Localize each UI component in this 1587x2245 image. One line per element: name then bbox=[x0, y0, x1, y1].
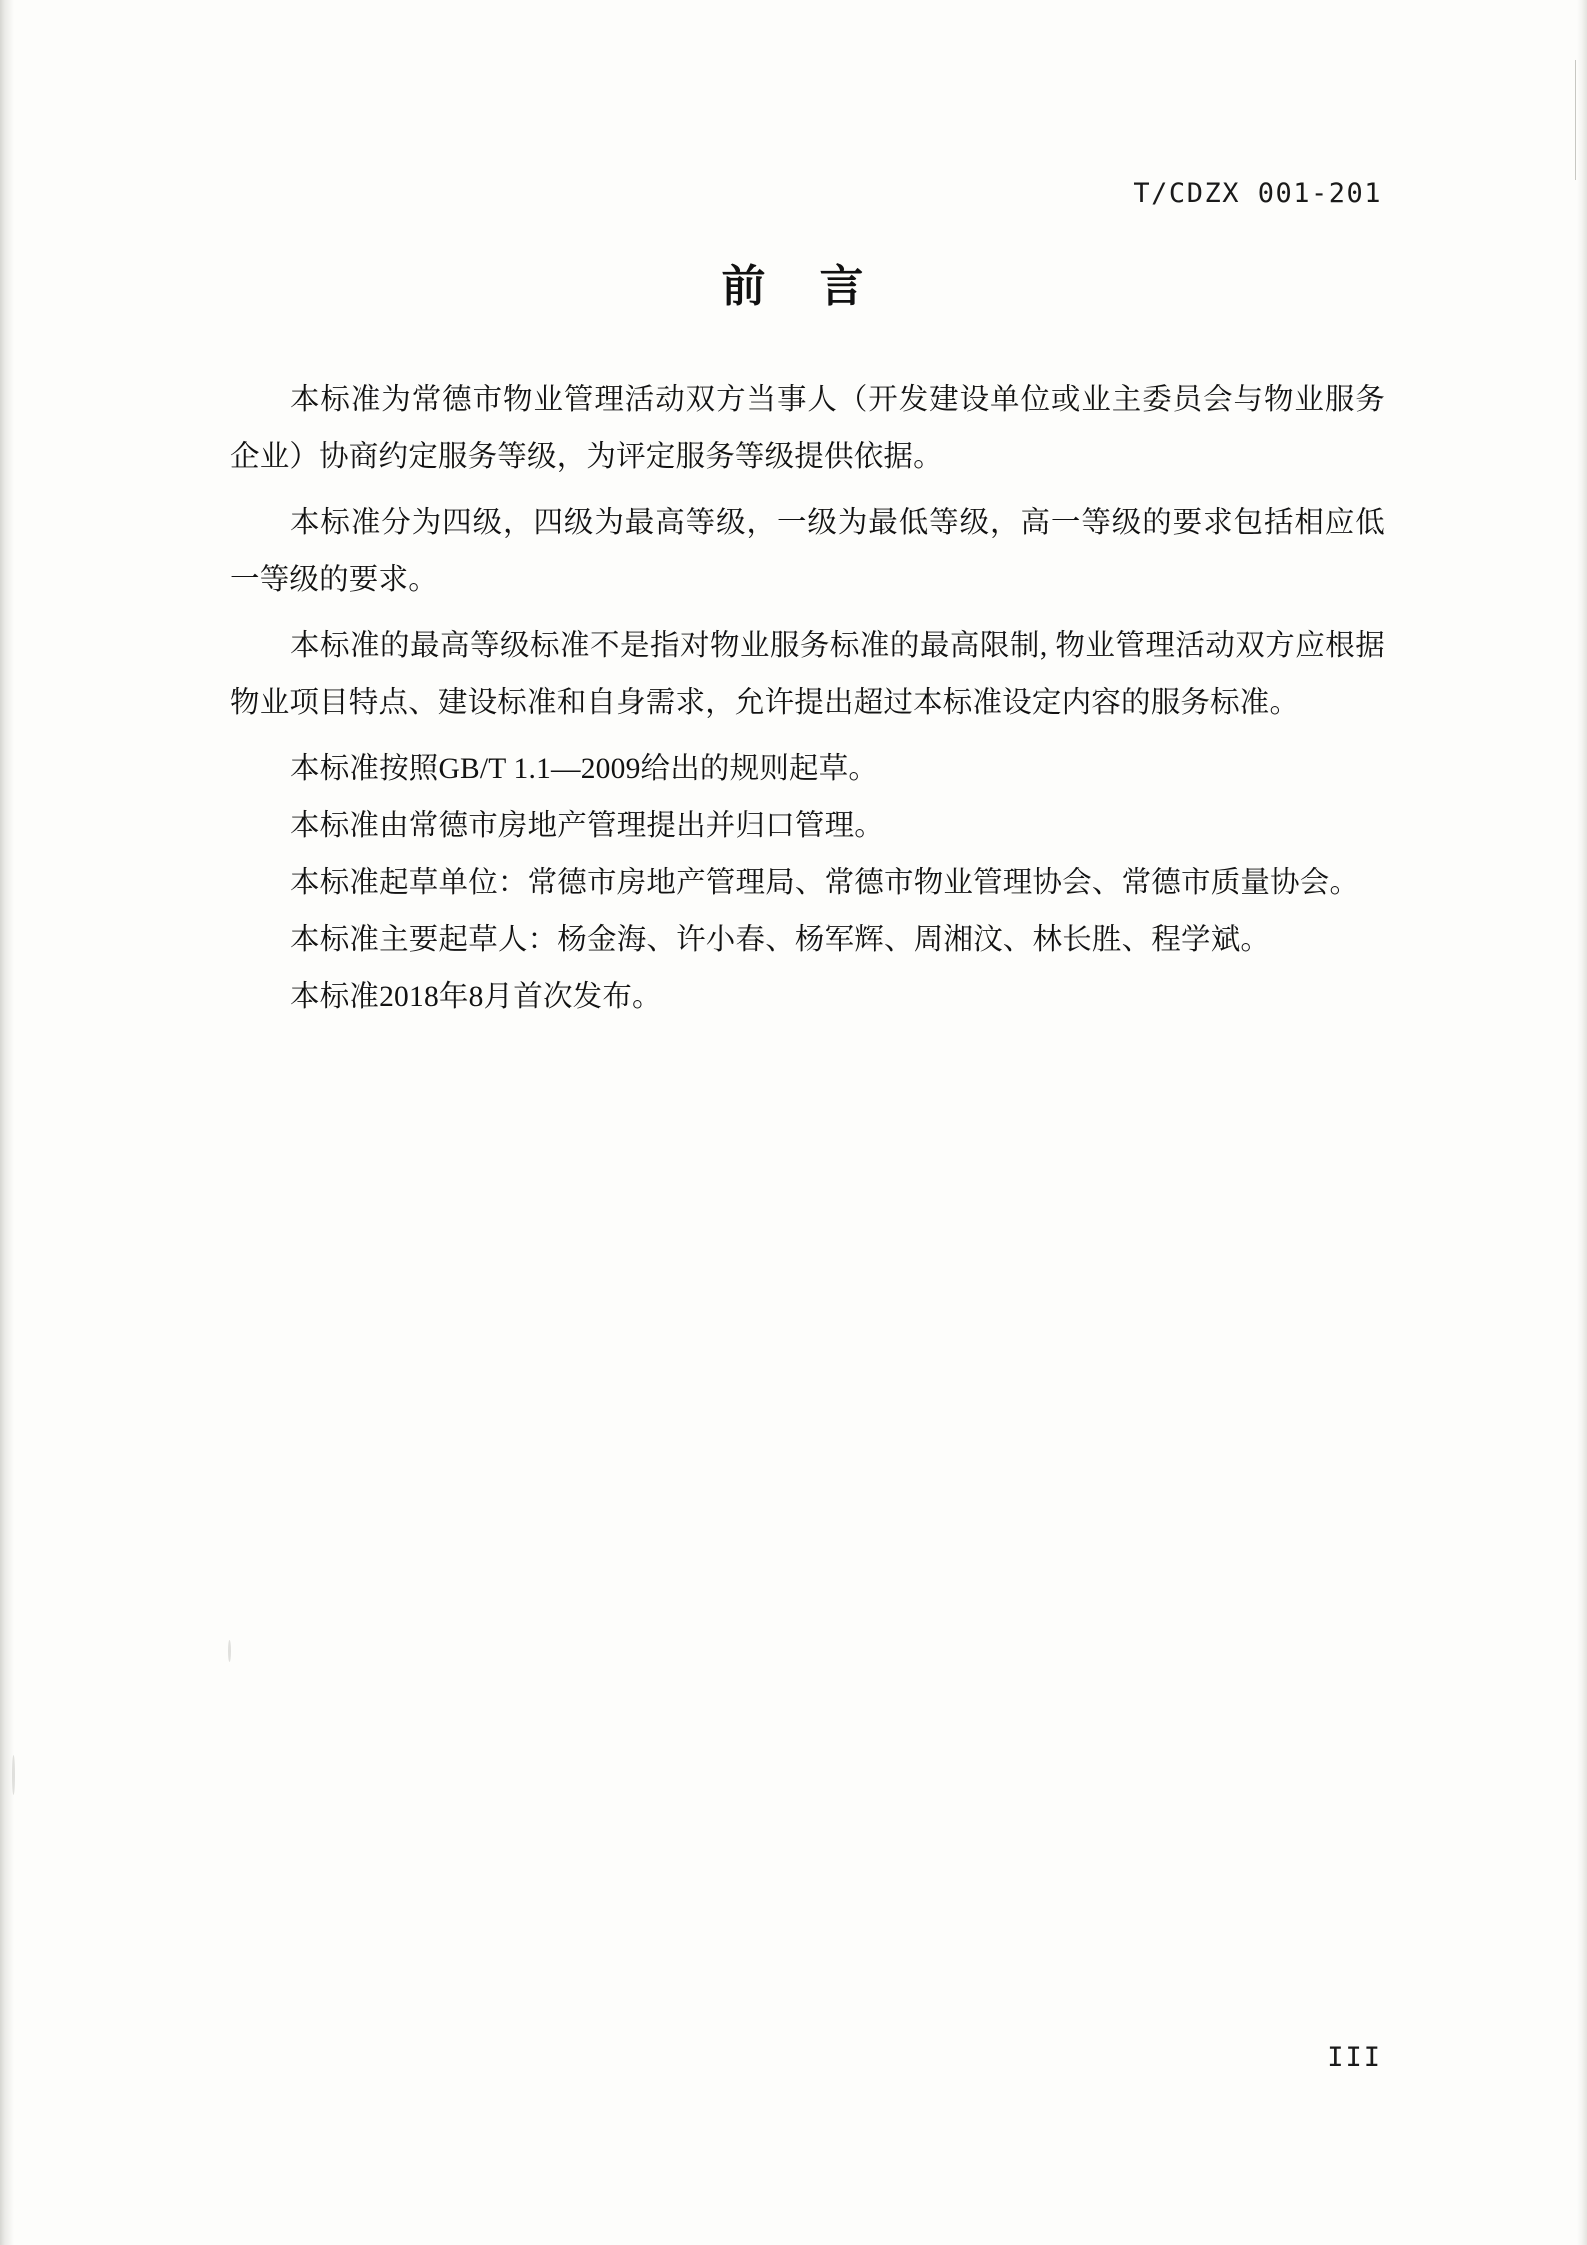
paragraph: 本标准分为四级，四级为最高等级，一级为最低等级，高一等级的要求包括相应低一等级的要求。 bbox=[230, 507, 1385, 596]
page-title-char-2: 言 bbox=[819, 262, 866, 311]
paragraph: 本标准由常德市房地产管理提出并归口管理。 bbox=[290, 810, 885, 842]
paragraph: 本标准起草单位：常德市房地产管理局、常德市物业管理协会、常德市质量协会。 bbox=[290, 867, 1360, 899]
foreword-body bbox=[230, 372, 1385, 1026]
page-title bbox=[0, 250, 1587, 314]
paragraph: 本标准2018年8月首次发布。 bbox=[290, 981, 662, 1013]
paragraph: 本标准为常德市物业管理活动双方当事人（开发建设单位或业主委员会与物业服务企业）协商约定服务等级，为评定服务等级提供依据。 bbox=[230, 384, 1385, 473]
paragraph: 本标准的最高等级标准不是指对物业服务标准的最高限制, 物业管理活动双方应根据物业项目特点、建设标准和自身需求，允许提出超过本标准设定内容的服务标准。 bbox=[230, 630, 1385, 719]
paragraph: 本标准主要起草人：杨金海、许小春、杨军辉、周湘汶、林长胜、程学斌。 bbox=[290, 924, 1271, 956]
paragraph: 本标准按照GB/T 1.1—2009给出的规则起草。 bbox=[290, 753, 879, 785]
document-code-header: T/CDZX 001-201 bbox=[1133, 178, 1382, 209]
page-number: III bbox=[1327, 2042, 1382, 2073]
page-title-char-1: 前 bbox=[721, 262, 768, 311]
